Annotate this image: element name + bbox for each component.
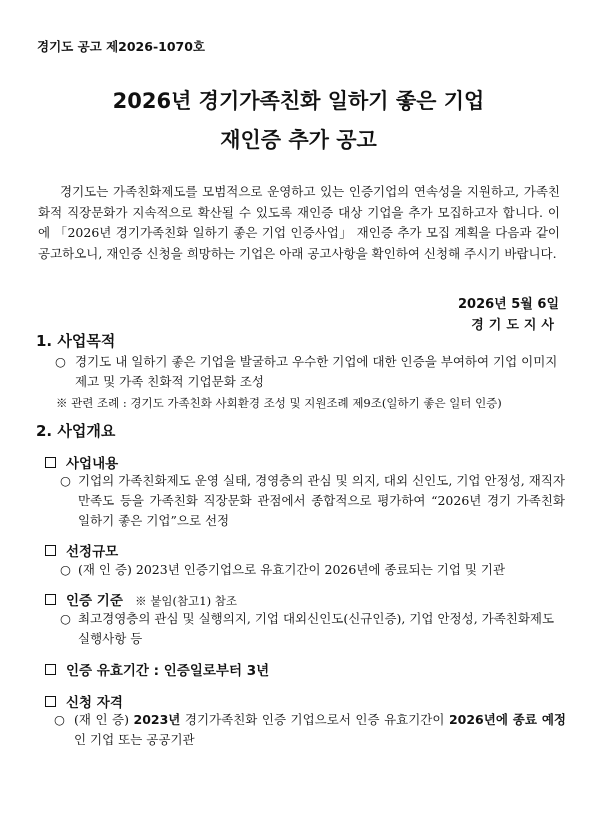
eligibility-text [54,710,566,750]
scale-bullet [60,560,565,580]
box-bullet-icon [45,664,56,675]
circle-bullet-icon: ○ [60,473,71,488]
validity-label: 인증 유효기간 : 인증일로부터 3년 [66,663,270,679]
section-heading-overview: 2. 사업개요 [36,422,116,440]
subheading-validity [45,659,269,679]
circle-bullet-icon: ○ [60,562,71,577]
purpose-text: 경기도 내 일하기 좋은 기업을 발굴하고 우수한 기업에 대한 인증을 부여하여 기업 이미지 제고 및 가족 친화적 기업문화 조성 [75,354,558,389]
section-heading-purpose: 1. 사업목적 [36,332,116,350]
intro-paragraph: 경기도는 가족친화제도를 모범적으로 운영하고 있는 인증기업의 연속성을 지원하고, 가족친화적 직장문화가 지속적으로 확산될 수 있도록 재인증 대상 기업을 추가 모집하고자 합니다. 이에 「2026년 경기가족친화 일하기 좋은 기업 인증사업」 재인증 추가 모집 계획을 다음과 같이 공고하오니, 재인증 신청을 희망하는 기업은 아래 공고사항을 확인하여 신청해 주시기 바랍니다. [38,184,560,261]
box-bullet-icon [45,457,56,468]
content-bullet [60,471,565,531]
circle-bullet-icon: ○ [54,712,65,727]
purpose-bullet [55,352,565,392]
box-bullet-icon [45,594,56,605]
ordinance-note-text: 관련 조례 : 경기도 가족친화 사회환경 조성 및 지원조례 제9조(일하기 좋은 일터 인증) [71,396,502,410]
criteria-reference-note: ※ 붙임(참고1) 참조 [135,594,237,608]
subheading-criteria [45,589,237,609]
eligibility-label: 신청 자격 [66,695,123,711]
page-subtitle: 재인증 추가 공고 [220,128,377,152]
ordinance-note [56,395,566,411]
criteria-bullet [60,609,565,649]
eligibility-bullet [54,710,566,750]
eligibility-text-d: 2026년에 종료 예정 [448,712,566,727]
box-bullet-icon [45,545,56,556]
announcement-date: 2026년 5월 6일 [458,297,559,312]
content-text: 기업의 가족친화제도 운영 실태, 경영층의 관심 및 의지, 대외 신인도, 기업 안정성, 재직자 만족도 등을 가족친화 직장문화 관점에서 종합적으로 평가하여 “2026년 경기 가족친화 일하기 좋은 기업”으로 선정 [78,473,565,528]
issuer: 경기도지사 [471,318,559,333]
subheading-content-label: 사업내용 [66,456,119,472]
scale-text: (재 인 증) 2023년 인증기업으로 유효기간이 2026년에 종료되는 기업 및 기관 [78,562,506,577]
circle-bullet-icon: ○ [55,354,66,369]
subheading-scale-label: 선정규모 [66,544,119,560]
note-marker-icon: ※ [56,396,68,410]
page-title: 2026년 경기가족친화 일하기 좋은 기업 [112,89,485,113]
eligibility-text-b: 2023년 [133,712,181,727]
eligibility-text-a: (재 인 증) [74,712,134,727]
eligibility-text-c: 경기가족친화 인증 기업으로서 인증 유효기간이 [180,712,449,727]
subheading-eligibility [45,691,123,711]
notice-number: 경기도 공고 제2026-1070호 [37,39,205,54]
subheading-scale [45,540,118,560]
subheading-criteria-label: 인증 기준 [66,593,123,609]
eligibility-text-e: 인 기업 또는 공공기관 [74,732,195,747]
circle-bullet-icon: ○ [60,611,71,626]
criteria-text: 최고경영층의 관심 및 실행의지, 기업 대외신인도(신규인증), 기업 안정성, 가족친화제도 실행사항 등 [78,611,555,646]
subheading-content [45,452,118,472]
box-bullet-icon [45,696,56,707]
